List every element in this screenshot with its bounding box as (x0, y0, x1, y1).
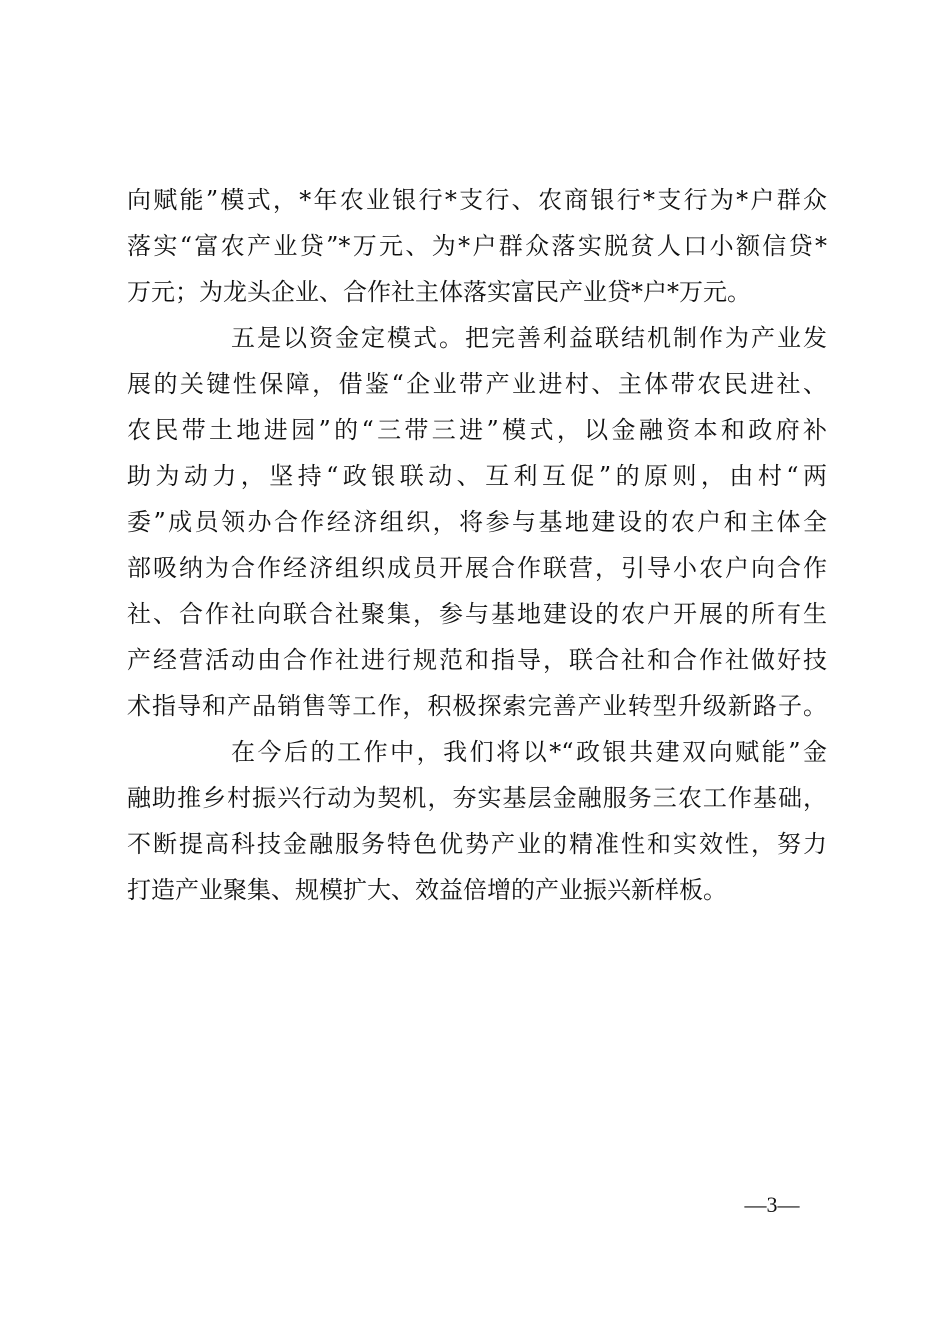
text-line-8: 委”成员领办合作经济组织，将参与基地建设的农户和主体全 (127, 508, 827, 536)
text-line-1: 向赋能”模式，*年农业银行*支行、农商银行*支行为*户群众 (127, 186, 827, 214)
text-line-13: 在今后的工作中，我们将以*“政银共建双向赋能”金 (231, 738, 827, 766)
text-line-12: 术指导和产品销售等工作，积极探索完善产业转型升级新路子。 (127, 692, 827, 720)
page-number: —3— (744, 1192, 800, 1217)
text-line-4: 五是以资金定模式。把完善利益联结机制作为产业发 (231, 324, 827, 352)
text-line-5: 展的关键性保障，借鉴“企业带产业进村、主体带农民进社、 (127, 370, 827, 398)
text-line-10: 社、合作社向联合社聚集，参与基地建设的农户开展的所有生 (127, 600, 827, 628)
text-line-3: 万元；为龙头企业、合作社主体落实富民产业贷*户*万元。 (127, 278, 751, 306)
text-line-7: 助为动力，坚持“政银联动、互利互促”的原则，由村“两 (127, 462, 827, 490)
text-line-14: 融助推乡村振兴行动为契机，夯实基层金融服务三农工作基础， (127, 784, 827, 812)
text-line-9: 部吸纳为合作经济组织成员开展合作联营，引导小农户向合作 (127, 554, 827, 582)
text-line-11: 产经营活动由合作社进行规范和指导，联合社和合作社做好技 (127, 646, 827, 674)
text-line-2: 落实“富农产业贷”*万元、为*户群众落实脱贫人口小额信贷* (127, 232, 827, 260)
text-line-6: 农民带土地进园”的“三带三进”模式，以金融资本和政府补 (127, 416, 827, 444)
text-line-15: 不断提高科技金融服务特色优势产业的精准性和实效性，努力 (127, 830, 827, 858)
text-line-16: 打造产业聚集、规模扩大、效益倍增的产业振兴新样板。 (127, 876, 727, 904)
